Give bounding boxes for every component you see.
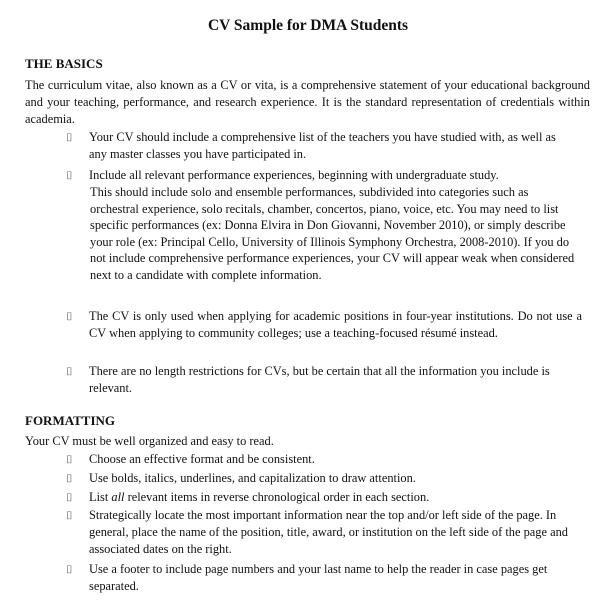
basics-bullet-length: There are no length restrictions for CVs, but be certain that all the information you include is relevant. xyxy=(89,364,550,395)
formatting-intro: Your CV must be well organized and easy to read. xyxy=(25,434,274,448)
bullet-icon: ⌷ xyxy=(66,132,73,144)
section-heading-formatting: FORMATTING xyxy=(25,413,116,428)
formatting-bullet-format: Choose an effective format and be consistent. xyxy=(89,452,315,466)
bullet-icon: ⌷ xyxy=(66,311,73,323)
section-heading-basics: THE BASICS xyxy=(25,56,103,71)
bullet-icon: ⌷ xyxy=(66,492,73,504)
formatting-bullet-emphasis: Use bolds, italics, underlines, and capitalization to draw attention. xyxy=(89,471,416,485)
page-title: CV Sample for DMA Students xyxy=(207,17,409,34)
basics-bullet-teachers: Your CV should include a comprehensive list of the teachers you have studied with, as well as any master classes you have participated in. xyxy=(89,130,556,161)
bullet-icon: ⌷ xyxy=(66,366,73,378)
formatting-bullet-footer: Use a footer to include page numbers and your last name to help the reader in case pages get separated. xyxy=(89,562,548,593)
bullet-icon: ⌷ xyxy=(66,510,73,522)
order-text-before: List xyxy=(89,490,112,504)
basics-intro: The curriculum vitae, also known as a CV or vita, is a comprehensive statement of your educational background and your teaching, performance, and research experience. It is the standard representation of credentials within academia. xyxy=(25,78,590,126)
basics-bullet-academic: The CV is only used when applying for academic positions in four-year institutions. Do not use a CV when applying to community colleges; use a teaching-focused résumé instead. xyxy=(89,309,582,340)
bullet-icon: ⌷ xyxy=(66,170,73,182)
bullet-icon: ⌷ xyxy=(66,473,73,485)
formatting-bullet-order xyxy=(89,489,579,506)
bullet-icon: ⌷ xyxy=(66,454,73,466)
order-text-after: relevant items in reverse chronological order in each section. xyxy=(124,490,430,504)
bullet-icon: ⌷ xyxy=(66,564,73,576)
order-text-emphasis: all xyxy=(111,490,125,504)
formatting-bullet-locate: Strategically locate the most important information near the top and/or left side of the page. In general, place the name of the position, title, award, or institution on the left side of the page and associated dates on the right. xyxy=(89,508,568,556)
basics-bullet-performances-detail: This should include solo and ensemble performances, subdivided into categories such as orchestral experience, solo recitals, chamber, concertos, piano, voice, etc. You may need to list specific performances (ex: Donna Elvira in Don Giovanni, November 2010), or simply describe your role (ex: Principal Cello, University of Illinois Symphony Orchestra, 2008-2010). If you do not include comprehensive performance experiences, your CV will appear weak when considered next to a candidate with complete information. xyxy=(90,185,575,282)
basics-bullet-performances: Include all relevant performance experiences, beginning with undergraduate study. xyxy=(89,168,499,182)
